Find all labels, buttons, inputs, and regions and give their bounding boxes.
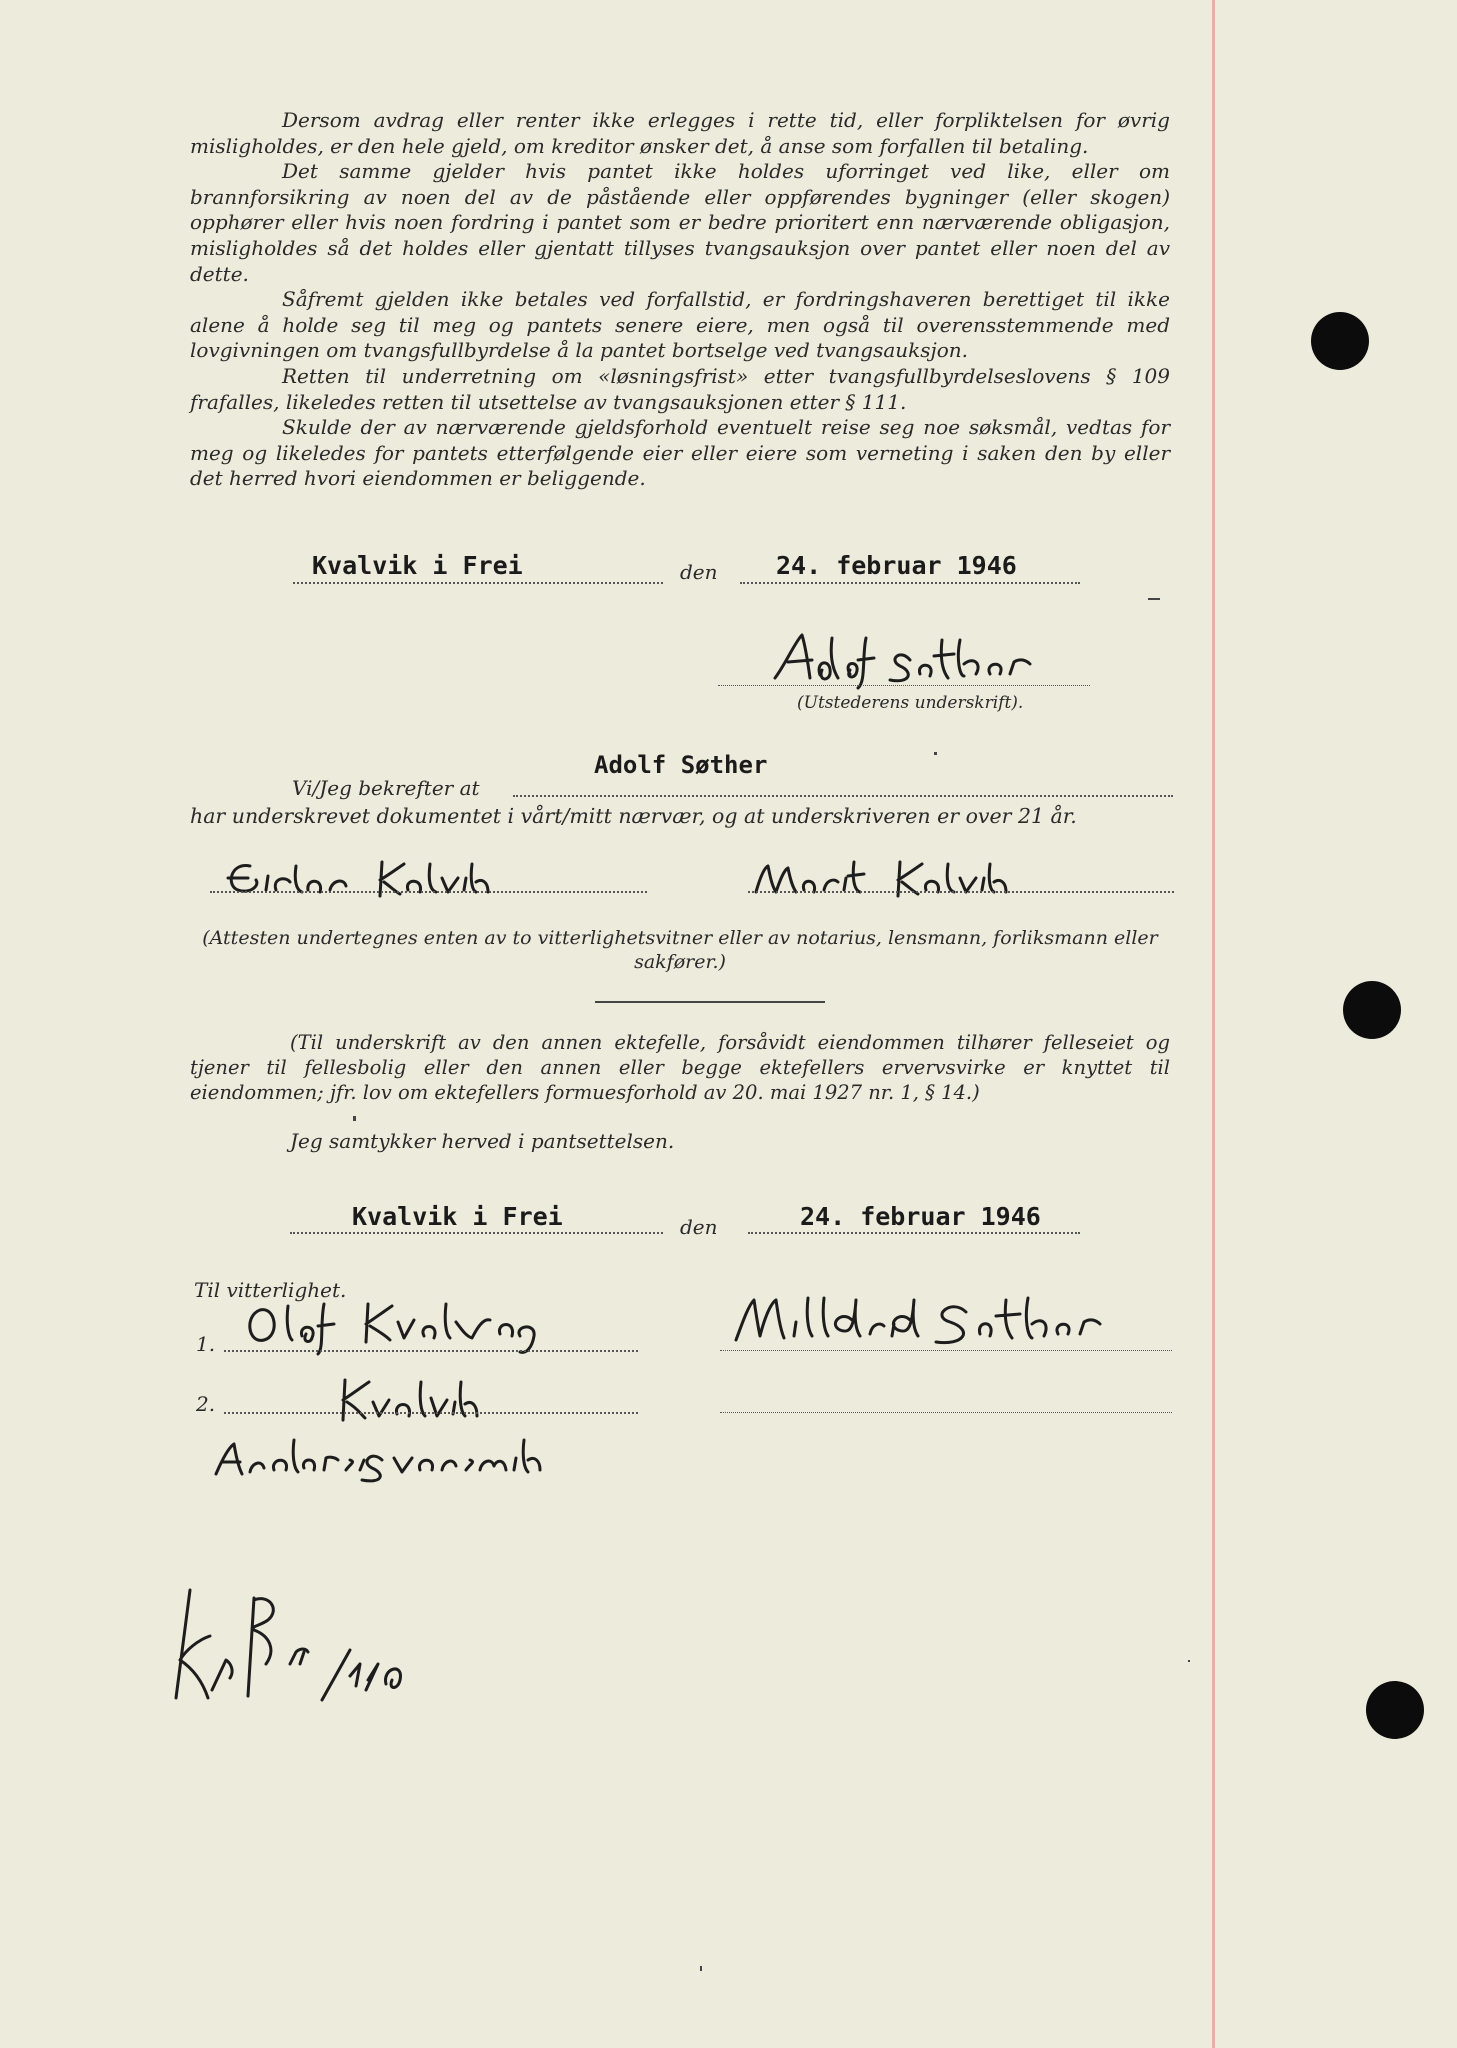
issuer-signature-line	[718, 685, 1090, 686]
date-dotted-line	[740, 582, 1080, 584]
spouse-witness-1-line	[224, 1350, 638, 1352]
paragraph-default: Dersom avdrag eller renter ikke erlegges i rette tid, eller forpliktelsen for øvrig misligholdes, er den hele gjeld, om kreditor ønsker det, å anse som forfallen til betaling.	[190, 108, 1170, 158]
spouse-place-typed: Kvalvik i Frei	[352, 1202, 563, 1231]
pencil-mark	[1148, 598, 1160, 600]
attestation-witness-2-line	[748, 891, 1174, 893]
attestation-witness-2-signature	[750, 856, 1050, 906]
paragraph-fire-insurance: Det samme gjelder hvis pantet ikke holdes uforringet ved like, eller om brannforsikring av noen del av de påstående eller oppførendes bygninger (eller skogen) opphører eller hvis noen fordring i pantet som er bedre prioritert enn nærværende obligasjon, misligholdes så det holdes eller gjentatt tillyses tvangsauksjon over pantet eller noen del av dette.	[190, 159, 1170, 286]
margin-line	[1212, 0, 1215, 2048]
spouse-witness-2-signature	[335, 1376, 495, 1426]
terms-paragraphs	[190, 108, 1170, 492]
punch-hole-middle	[1343, 981, 1401, 1039]
witness-number-2: 2.	[196, 1392, 216, 1416]
spouse-note: (Til underskrift av den annen ektefelle, forsåvidt eiendommen tilhører felleseiet og tjener til fellesbolig eller den annen eller begge ektefellers ervervsvirke er knyttet til eiendommen; jfr. lov om ektefellers formuesforhold av 20. mai 1927 nr. 1, § 14.)	[190, 1031, 1170, 1104]
attestation-prefix: Vi/Jeg bekrefter at	[292, 776, 480, 800]
spouse-second-signature-line	[720, 1412, 1172, 1413]
spouse-witness-2-line	[224, 1412, 638, 1414]
attestation-witness-1-signature	[220, 856, 520, 906]
paragraph-venue: Skulde der av nærværende gjeldsforhold eventuelt reise seg noe søksmål, vedtas for meg og likeledes for pantets etterfølgende eier eller eiere som verneting i saken den by eller det herred hvori eiendommen er beliggende.	[190, 415, 1170, 491]
ink-mark	[353, 1116, 356, 1121]
place-typed: Kvalvik i Frei	[312, 551, 523, 580]
attestation-note: (Attesten undertegnes enten av to vitterlighetsvitner eller av notarius, lensmann, forliksmann eller sakfører.)	[202, 927, 1158, 973]
paragraph-forced-sale: Såfremt gjelden ikke betales ved forfallstid, er fordringshaveren berettiget til ikke alene å holde seg til meg og pantets senere eiere, men også til overensstemmende med lovgivningen om tvangsfullbyrdelse å la pantet bortselge ved tvangsauksjon.	[190, 287, 1170, 363]
punch-hole-bottom	[1366, 1681, 1424, 1739]
paragraph-redemption: Retten til underretning om «løsningsfrist» etter tvangsfullbyrdelseslovens § 109 frafalles, likeledes retten til utsettelse av tvangsauksjonen etter § 111.	[190, 363, 1170, 414]
spouse-date-dotted-line	[748, 1232, 1080, 1234]
witness-number-1: 1.	[196, 1332, 216, 1356]
issuer-signature	[770, 630, 1100, 690]
ink-dot-bottom	[700, 1966, 702, 1971]
spouse-date-typed: 24. februar 1946	[800, 1202, 1041, 1231]
spouse-witness-2b-signature	[210, 1430, 590, 1490]
den-label: den	[680, 560, 718, 584]
ink-speck	[934, 752, 937, 755]
to-witness-label: Til vitterlighet.	[194, 1278, 347, 1302]
spouse-witness-1-signature	[240, 1296, 580, 1356]
ink-dot	[1188, 1660, 1190, 1662]
section-divider	[595, 1001, 825, 1003]
attestation-witness-1-line	[210, 891, 647, 893]
spouse-signature-line	[720, 1350, 1172, 1351]
attestation-statement: har underskrevet dokumentet i vårt/mitt nærvær, og at underskriveren er over 21 år.	[190, 804, 1077, 828]
place-dotted-line	[293, 582, 663, 584]
issuer-signature-caption: (Utstederens underskrift).	[797, 693, 1024, 713]
spouse-consent: Jeg samtykker herved i pantsettelsen.	[290, 1129, 675, 1153]
margin-note-handwritten	[150, 1580, 450, 1720]
spouse-place-dotted-line	[290, 1232, 663, 1234]
date-typed: 24. februar 1946	[776, 551, 1017, 580]
spouse-signature	[730, 1290, 1150, 1350]
attested-name-typed: Adolf Søther	[594, 751, 768, 779]
spouse-note-block	[190, 1030, 1170, 1105]
attested-name-line	[513, 795, 1173, 797]
spouse-den-label: den	[680, 1215, 718, 1239]
punch-hole-top	[1311, 312, 1369, 370]
